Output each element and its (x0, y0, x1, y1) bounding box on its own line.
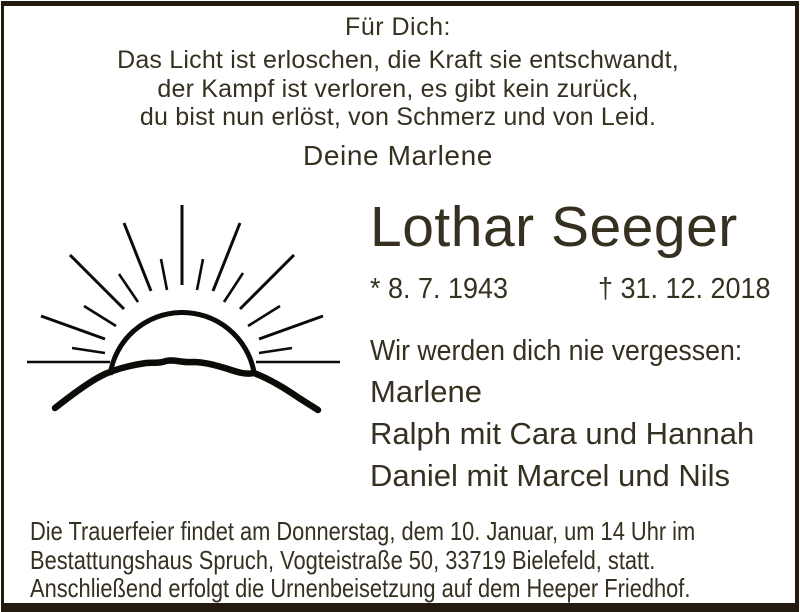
mourner-name: Daniel mit Marcel und Nils (370, 458, 731, 493)
poem-line: der Kampf ist verloren, es gibt kein zurück, (157, 74, 639, 103)
birth-date: * 8. 7. 1943 (370, 273, 508, 305)
funeral-info (30, 517, 695, 603)
mourners-list (370, 371, 754, 497)
farewell-line: Wir werden dich nie vergessen: (370, 335, 743, 367)
dedication-heading: Für Dich: (345, 13, 451, 41)
funeral-info-line: Die Trauerfeier findet am Donnerstag, dem 10. Januar, um 14 Uhr im (30, 516, 696, 546)
rising-sun-illustration (24, 200, 342, 414)
mourner-name: Ralph mit Cara und Hannah (370, 416, 755, 451)
rising-sun-icon (24, 200, 342, 414)
funeral-info-line: Anschließend erfolgt die Urnenbeisetzung auf dem Heeper Friedhof. (30, 573, 691, 604)
mourner-name: Marlene (370, 374, 482, 409)
poem-line: du bist nun erlöst, von Schmerz und von Leid. (139, 103, 657, 131)
poem-line: Das Licht ist erloschen, die Kraft sie entschwandt, (117, 46, 679, 74)
deceased-name: Lothar Seeger (370, 195, 738, 259)
poem-signature: Deine Marlene (303, 140, 493, 171)
funeral-info-line: Bestattungshaus Spruch, Vogteistraße 50, 33719 Bielefeld, statt. (30, 544, 656, 575)
death-date: † 31. 12. 2018 (598, 273, 771, 305)
poem (10, 46, 786, 132)
